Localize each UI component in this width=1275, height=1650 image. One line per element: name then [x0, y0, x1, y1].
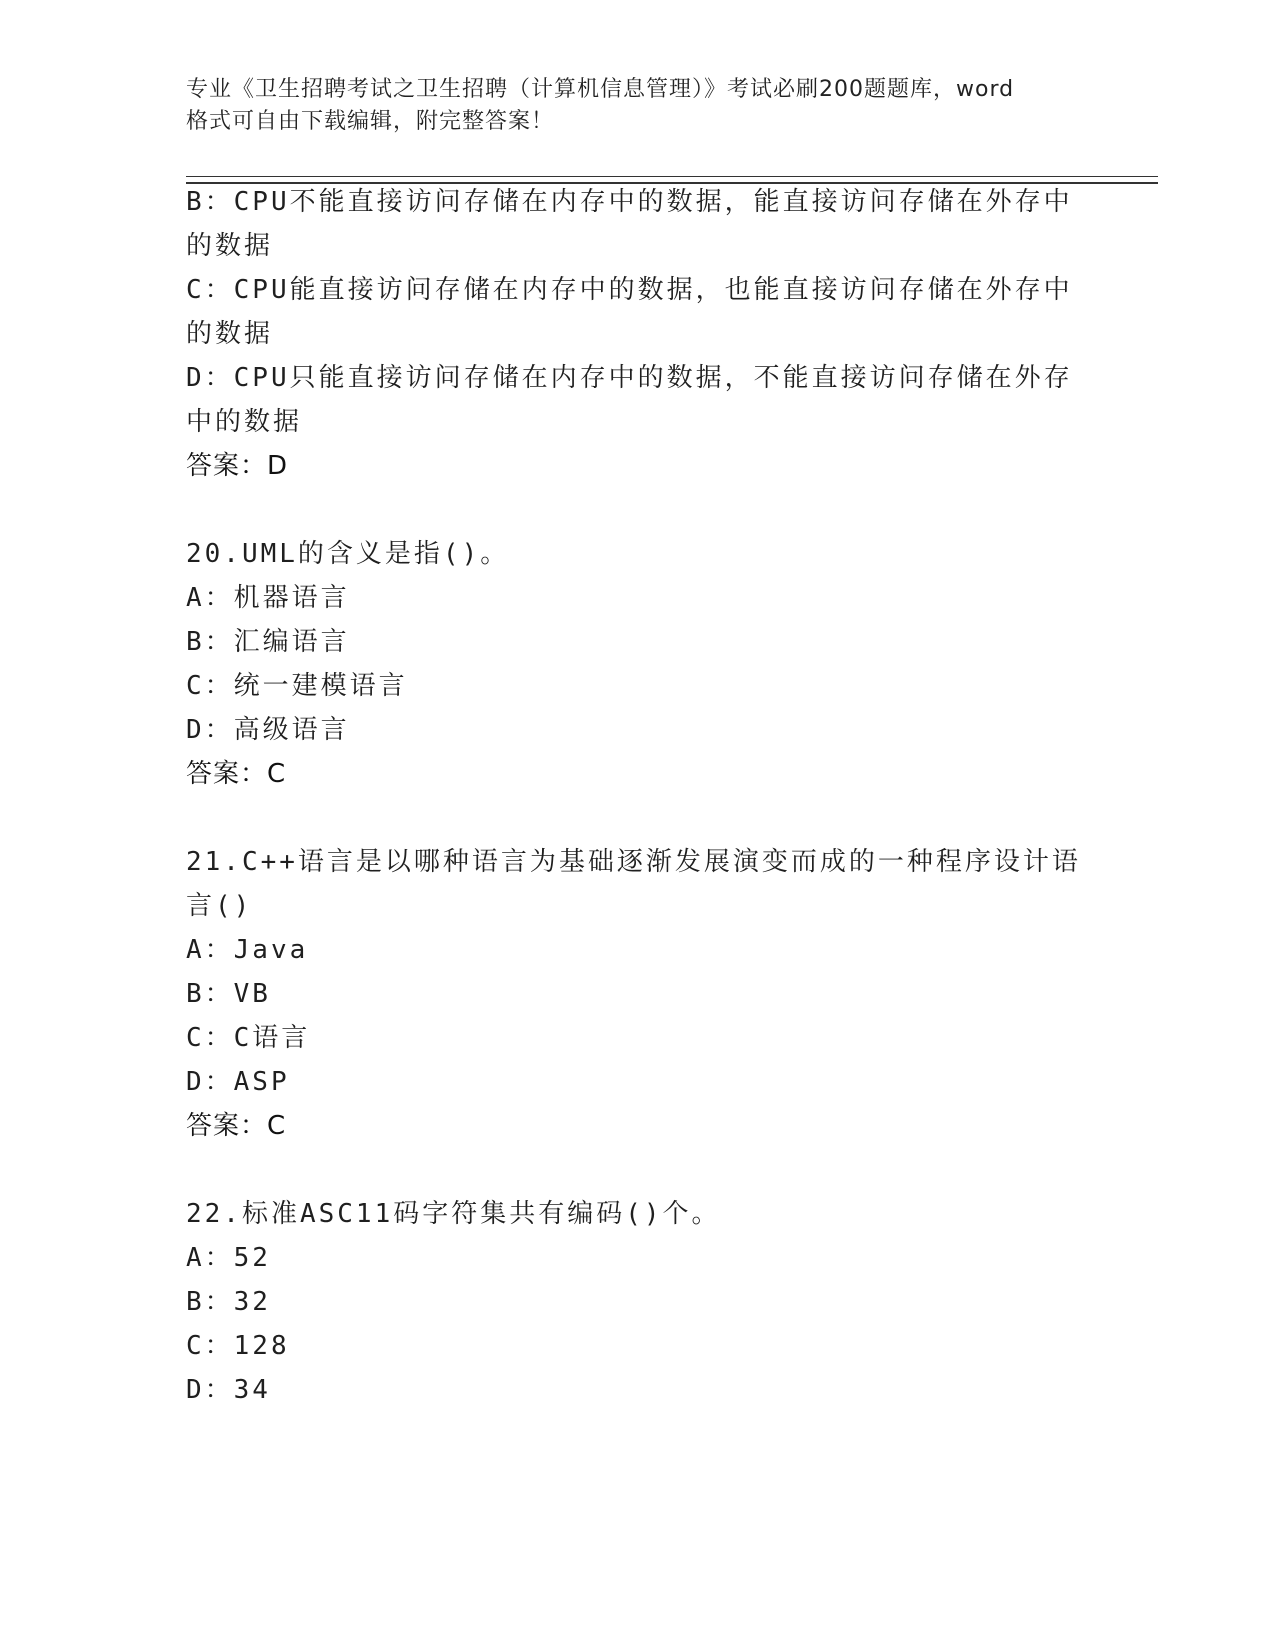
q22-option-c: C：128 [186, 1331, 290, 1361]
q21-stem-line-2: 言() [186, 891, 253, 921]
document-header [186, 74, 1086, 138]
q20-option-a: A：机器语言 [186, 583, 350, 613]
q21-stem-line-1: 21.C++语言是以哪种语言为基础逐渐发展演变而成的一种程序设计语 [186, 847, 1081, 877]
q20-option-d: D：高级语言 [186, 715, 350, 745]
q21-option-b: B：VB [186, 979, 271, 1009]
q21-option-c: C：C语言 [186, 1023, 311, 1053]
q20-answer: 答案：C [186, 759, 287, 789]
q22-option-a: A：52 [186, 1243, 271, 1273]
q21-option-a: A：Java [186, 935, 309, 965]
header-line-1: 专业《卫生招聘考试之卫生招聘（计算机信息管理）》考试必刷200题题库，word [186, 77, 1015, 102]
q22-option-d: D：34 [186, 1375, 271, 1405]
prev-question-option-c-line-2: 的数据 [186, 319, 274, 349]
q21-option-d: D：ASP [186, 1067, 290, 1097]
prev-question-answer: 答案：D [186, 451, 289, 481]
header-line-2: 格式可自由下载编辑，附完整答案！ [186, 109, 555, 134]
prev-question-option-c-line-1: C：CPU能直接访问存储在内存中的数据，也能直接访问存储在外存中 [186, 275, 1073, 305]
q21-answer: 答案：C [186, 1111, 287, 1141]
q20-option-b: B：汇编语言 [186, 627, 350, 657]
q20-stem: 20.UML的含义是指()。 [186, 539, 510, 569]
prev-question-option-d-line-2: 中的数据 [186, 407, 303, 437]
q20-option-c: C：统一建模语言 [186, 671, 408, 701]
prev-question-option-b-line-2: 的数据 [186, 231, 274, 261]
prev-question-option-d-line-1: D：CPU只能直接访问存储在内存中的数据，不能直接访问存储在外存 [186, 363, 1073, 393]
header-divider [186, 176, 1158, 184]
q22-stem: 22.标准ASC11码字符集共有编码()个。 [186, 1199, 721, 1229]
prev-question-option-b-line-1: B：CPU不能直接访问存储在内存中的数据，能直接访问存储在外存中 [186, 187, 1073, 217]
q22-option-b: B：32 [186, 1287, 271, 1317]
